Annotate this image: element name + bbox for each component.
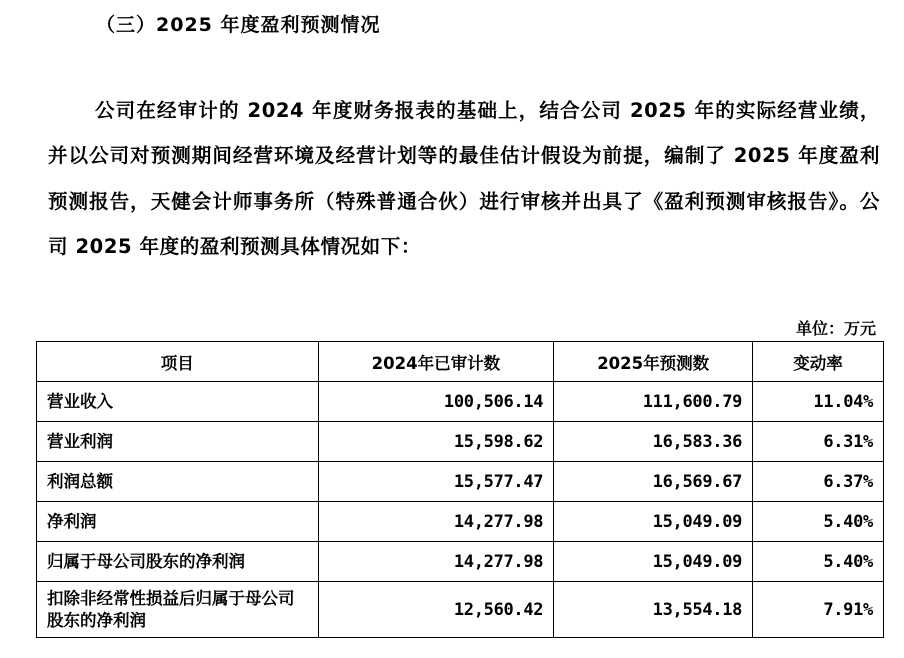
header-row [37,342,884,382]
row-forecast-2025: 16,583.36 [554,422,753,462]
row-item: 归属于母公司股东的净利润 [37,542,319,582]
intro-paragraph: 公司在经审计的 2024 年度财务报表的基础上，结合公司 2025 年的实际经营业绩，并以公司对预测期间经营环境及经营计划等的最佳估计假设为前提，编制了 2025 年度盈利预测报告，天健会计师事务所（特殊普通合伙）进行审核并出具了《盈利预测审核报告》。公司 2025 年度的盈利预测具体情况如下： [48,98,880,258]
table-row [37,582,884,638]
row-audited-2024: 15,577.47 [318,462,554,502]
table-header [37,342,884,382]
row-item: 营业收入 [37,382,319,422]
row-audited-2024: 14,277.98 [318,502,554,542]
row-change-rate: 5.40% [753,502,884,542]
table-row [37,422,884,462]
table-body [37,382,884,638]
row-audited-2024: 15,598.62 [318,422,554,462]
header-change-rate: 变动率 [753,342,884,382]
row-change-rate: 5.40% [753,542,884,582]
row-audited-2024: 14,277.98 [318,542,554,582]
table-row [37,502,884,542]
row-forecast-2025: 15,049.09 [554,502,753,542]
row-change-rate: 11.04% [753,382,884,422]
row-change-rate: 6.31% [753,422,884,462]
header-audited-2024: 2024年已审计数 [318,342,554,382]
row-audited-2024: 100,506.14 [318,382,554,422]
row-item: 利润总额 [37,462,319,502]
row-forecast-2025: 15,049.09 [554,542,753,582]
row-forecast-2025: 16,569.67 [554,462,753,502]
table-row [37,382,884,422]
header-item: 项目 [37,342,319,382]
table-row [37,462,884,502]
table-row [37,542,884,582]
row-change-rate: 6.37% [753,462,884,502]
row-forecast-2025: 13,554.18 [554,582,753,638]
row-forecast-2025: 111,600.79 [554,382,753,422]
unit-label: 单位：万元 [795,319,876,338]
row-change-rate: 7.91% [753,582,884,638]
row-item: 净利润 [37,502,319,542]
header-forecast-2025: 2025年预测数 [554,342,753,382]
row-item: 扣除非经常性损益后归属于母公司股东的净利润 [37,582,319,638]
profit-forecast-table [36,341,884,638]
row-item: 营业利润 [37,422,319,462]
section-heading: （三）2025 年度盈利预测情况 [96,14,381,36]
row-audited-2024: 12,560.42 [318,582,554,638]
